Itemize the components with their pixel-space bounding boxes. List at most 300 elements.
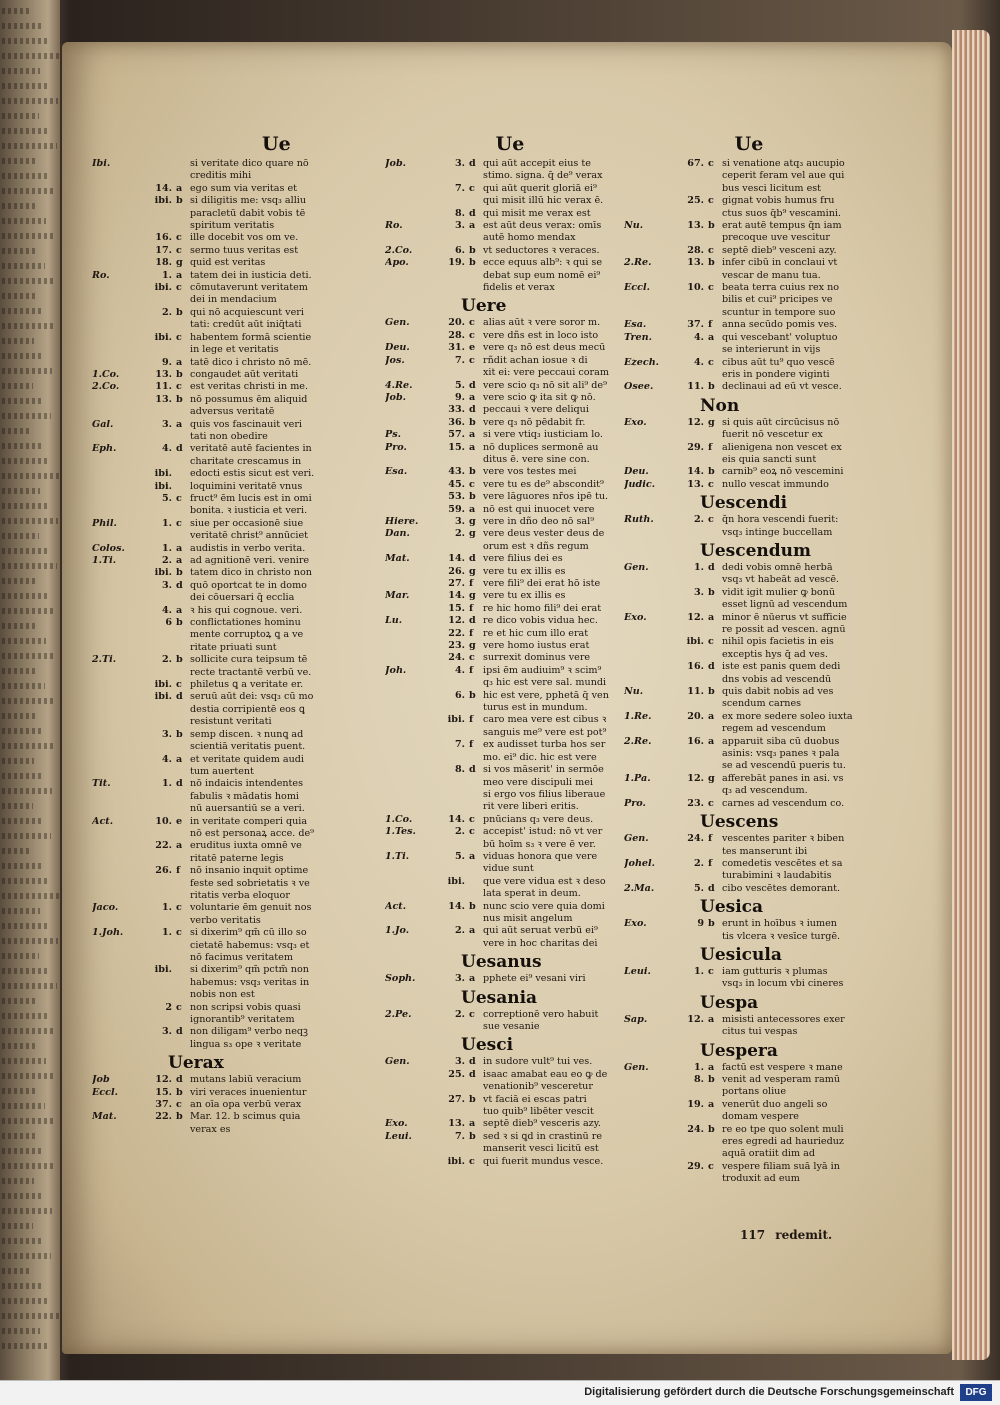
- entry-text: sermo tuus veritas est: [190, 244, 299, 256]
- entry-text: vere q₃ nō est deus mecū: [483, 342, 606, 354]
- entry-text: erat autē tempus q̄n iam: [722, 220, 842, 232]
- entry-letter: [176, 158, 190, 170]
- entry-text: verbo veritatis: [190, 914, 261, 926]
- section-heading: Uesica: [700, 897, 764, 918]
- entry-letter: [708, 599, 722, 611]
- entry-reference: [385, 789, 437, 801]
- facing-page-text-fragment: [2, 83, 49, 89]
- entry-text: nullo vescat immundo: [722, 478, 829, 490]
- entry-row: [624, 760, 874, 772]
- entry-row: [92, 617, 390, 629]
- entry-letter: [176, 505, 190, 517]
- facing-page-text-fragment: [2, 533, 39, 539]
- entry-row: [92, 952, 390, 964]
- facing-page-text-fragment: [2, 113, 39, 119]
- entry-text: si dixerim⁹ qm̄ pctm̄ non: [190, 964, 309, 976]
- entry-text: feste sed sobrietatis ꝛ ve: [190, 877, 310, 889]
- entry-letter: [469, 789, 483, 801]
- entry-chapter: [144, 952, 176, 964]
- entry-letter: [708, 1026, 722, 1038]
- entry-letter: a: [708, 1013, 715, 1025]
- entry-text: pphete ei⁹ vesani viri: [483, 973, 586, 985]
- entry-reference: [92, 592, 144, 604]
- entry-letter: c: [708, 478, 714, 490]
- entry-reference: [624, 1124, 676, 1136]
- entry-reference: [624, 245, 676, 257]
- facing-page-text-fragment: [2, 698, 54, 704]
- entry-text: quō oportcat te in domo: [190, 579, 307, 591]
- entry-letter: f: [469, 578, 474, 589]
- entry-row: [385, 257, 635, 269]
- entry-chapter: [437, 752, 469, 764]
- entry-chapter: [676, 170, 708, 182]
- entry-text: debat sup eum nomē ei⁹: [483, 269, 601, 281]
- entry-chapter: [144, 766, 176, 778]
- entry-text: manserit vesci licitū est: [483, 1143, 599, 1155]
- entry-chapter: [144, 319, 176, 331]
- entry-text: septē dieb⁹ vesceni azy.: [722, 244, 837, 256]
- entry-letter: d: [176, 1074, 183, 1086]
- facing-page-text-fragment: [2, 8, 32, 14]
- entry-text: nobis non est: [190, 989, 255, 1001]
- entry-reference: Nu.: [624, 686, 644, 698]
- entry-letter: [469, 777, 483, 789]
- entry-reference: [385, 677, 437, 689]
- entry-reference: [385, 170, 437, 182]
- entry-reference: [92, 170, 144, 182]
- entry-chapter: [437, 789, 469, 801]
- entry-chapter: [676, 183, 708, 195]
- entry-text: mo. ei⁹ dic. hic est vere: [483, 751, 597, 763]
- entry-chapter: 45.: [448, 478, 465, 490]
- entry-letter: a: [176, 555, 183, 566]
- entry-letter: d: [469, 1056, 476, 1068]
- entry-row: [92, 580, 390, 592]
- entry-reference: [385, 702, 437, 714]
- entry-letter: [469, 863, 483, 875]
- entry-letter: a: [469, 1118, 476, 1130]
- entry-row: [624, 1014, 874, 1026]
- entry-chapter: 4.: [161, 443, 172, 455]
- entry-chapter: 28.: [687, 244, 704, 256]
- entry-reference: Gen.: [624, 561, 649, 573]
- facing-page-text-fragment: [2, 458, 50, 464]
- entry-chapter: 17.: [155, 244, 172, 256]
- entry-text: qui nō acquiescunt veri: [190, 306, 304, 318]
- entry-reference: [624, 195, 676, 207]
- entry-text: vere tu es de⁹ abscondit⁹: [483, 478, 604, 490]
- entry-letter: b: [176, 368, 183, 380]
- entry-reference: Gal.: [92, 418, 114, 430]
- entry-row: [92, 853, 390, 865]
- entry-reference: [385, 1021, 437, 1033]
- facing-page-text-fragment: [2, 878, 50, 884]
- entry-row: [92, 704, 390, 716]
- entry-reference: Deu.: [624, 466, 649, 478]
- entry-row: [624, 723, 874, 735]
- entry-letter: [469, 752, 483, 764]
- entry-reference: [92, 840, 144, 852]
- entry-text: viduas honora que vere: [483, 850, 598, 862]
- entry-row: [385, 183, 635, 195]
- entry-letter: b: [708, 586, 715, 598]
- entry-chapter: 8.: [454, 207, 465, 219]
- entry-letter: [708, 1148, 722, 1160]
- entry-reference: 2.Pe.: [385, 1008, 412, 1020]
- entry-text: sanguis me⁹ vere est pot⁹: [483, 726, 607, 738]
- entry-text: an oīa opa verbū verax: [190, 1099, 302, 1111]
- entry-chapter: ibi.: [154, 567, 172, 579]
- entry-chapter: [437, 801, 469, 813]
- entry-chapter: [144, 1124, 176, 1136]
- entry-chapter: 19.: [687, 1098, 704, 1110]
- entry-chapter: [676, 294, 708, 306]
- entry-text: qui misit me verax est: [483, 207, 591, 219]
- facing-page-text-fragment: [2, 98, 58, 104]
- entry-letter: f: [708, 319, 713, 331]
- entry-chapter: [676, 1136, 708, 1148]
- entry-row: [624, 294, 874, 306]
- entry-text: asinis: vsq₃ panes ꝛ pala: [722, 748, 840, 760]
- entry-reference: [624, 344, 676, 356]
- column-2: [385, 132, 635, 1168]
- entry-row: [385, 553, 635, 565]
- facing-page-text-fragment: [2, 1133, 35, 1139]
- entry-chapter: [676, 270, 708, 282]
- entry-row: [385, 1156, 635, 1168]
- entry-letter: c: [176, 1099, 182, 1111]
- entry-reference: Act.: [92, 815, 114, 827]
- entry-text: nō insanio inquit optime: [190, 865, 309, 877]
- entry-row: [385, 752, 635, 764]
- entry-text: in sudore vult⁹ tui ves.: [483, 1056, 593, 1068]
- footer-bar: [0, 1380, 1000, 1405]
- entry-row: [624, 357, 874, 369]
- entry-text: charitate crescamus in: [190, 455, 302, 467]
- entry-reference: [624, 760, 676, 772]
- entry-letter: c: [469, 826, 475, 838]
- entry-row: [624, 282, 874, 294]
- entry-letter: d: [176, 778, 183, 790]
- entry-reference: [92, 679, 144, 691]
- entry-text: qui aūt querit gloriā ei⁹: [483, 182, 597, 194]
- entry-reference: [624, 1026, 676, 1038]
- entry-chapter: 5.: [693, 882, 704, 894]
- entry-chapter: 1.: [161, 269, 172, 281]
- entry-row: [624, 369, 874, 381]
- column-heading: Ue: [262, 133, 291, 155]
- facing-page-text-fragment: [2, 173, 47, 179]
- entry-chapter: 28.: [448, 329, 465, 341]
- entry-text: carnes ad vescendum co.: [722, 797, 845, 809]
- entry-text: caro mea vere est cibus ꝛ: [483, 714, 607, 726]
- entry-row: [385, 876, 635, 888]
- entry-text: bus vesci licitum est: [722, 182, 822, 194]
- entry-row: [92, 195, 390, 207]
- entry-text: vere tu ex illis es: [483, 565, 566, 577]
- entry-chapter: [676, 931, 708, 943]
- entry-row: [385, 342, 635, 354]
- section-heading: Uescendi: [700, 493, 788, 514]
- entry-row: [385, 245, 635, 257]
- section-heading: Uesania: [461, 987, 538, 1008]
- entry-reference: [385, 417, 437, 429]
- entry-reference: Esa.: [624, 319, 647, 331]
- entry-chapter: 37.: [687, 319, 704, 331]
- entry-row: [624, 978, 874, 990]
- entry-chapter: 12.: [687, 611, 704, 623]
- entry-letter: b: [176, 1111, 183, 1123]
- entry-text: orum est ꝛ dñs regum: [483, 540, 589, 552]
- entry-chapter: 2.: [454, 925, 465, 937]
- entry-reference: 2.Co.: [385, 244, 413, 256]
- entry-text: rñdit achan iosue ꝛ di: [483, 354, 588, 366]
- entry-text: erunt in hoībus ꝛ iumen: [722, 918, 837, 930]
- entry-reference: [385, 454, 437, 466]
- entry-text: vere homo iustus erat: [483, 640, 590, 652]
- entry-row: [624, 883, 874, 895]
- entry-row: [385, 925, 635, 937]
- entry-chapter: [144, 716, 176, 728]
- entry-reference: [92, 890, 144, 902]
- entry-letter: [469, 839, 483, 851]
- entry-reference: Johel.: [624, 857, 656, 869]
- entry-chapter: [676, 344, 708, 356]
- entry-text: destia corripientē eos ꝗ: [190, 703, 305, 715]
- entry-text: vescar de manu tua.: [722, 269, 821, 281]
- entry-row: [92, 481, 390, 493]
- entry-text: declinaui ad eū vt vesce.: [722, 381, 842, 393]
- entry-chapter: 7.: [454, 354, 465, 366]
- entry-text: scendum carnes: [722, 698, 802, 710]
- entry-reference: [624, 183, 676, 195]
- entry-chapter: 25.: [687, 195, 704, 207]
- entry-letter: c: [176, 679, 182, 691]
- entry-letter: [469, 367, 483, 379]
- entry-text: vidue sunt: [483, 863, 534, 875]
- entry-chapter: 26.: [448, 565, 465, 577]
- column-heading: Ue: [495, 133, 525, 155]
- entry-row: [92, 828, 390, 840]
- entry-text: peccaui ꝛ vere deliqui: [483, 404, 589, 416]
- entry-row: [92, 493, 390, 505]
- entry-reference: [92, 394, 144, 406]
- entry-row: [385, 1056, 635, 1068]
- entry-letter: [176, 803, 190, 815]
- facing-page-text-fragment: [2, 473, 59, 479]
- entry-reference: Gen.: [624, 1061, 649, 1073]
- facing-page-text-fragment: [2, 1103, 45, 1109]
- entry-chapter: [144, 791, 176, 803]
- entry-chapter: [676, 1026, 708, 1038]
- entry-reference: [92, 617, 144, 629]
- entry-letter: [708, 624, 722, 636]
- entry-chapter: [676, 723, 708, 735]
- entry-row: [624, 170, 874, 182]
- entry-chapter: 14.: [448, 900, 465, 912]
- entry-row: [385, 208, 635, 220]
- entry-letter: [708, 748, 722, 760]
- entry-text: quis vos fascinauit veri: [190, 418, 302, 430]
- entry-chapter: 23.: [448, 640, 465, 652]
- entry-text: precoque uve vescitur: [722, 232, 831, 244]
- entry-text: se interierunt in vijs: [722, 344, 821, 356]
- entry-row: [92, 691, 390, 703]
- entry-text: ego sum via veritas et: [190, 182, 297, 194]
- entry-row: [92, 1087, 390, 1099]
- entry-text: audistis in verbo verita.: [190, 542, 306, 554]
- entry-row: [624, 183, 874, 195]
- entry-letter: c: [469, 478, 475, 490]
- entry-row: [624, 1026, 874, 1038]
- entry-chapter: [144, 1014, 176, 1026]
- entry-text: tum auertent: [190, 765, 254, 777]
- entry-chapter: ibi.: [447, 714, 465, 726]
- entry-reference: [624, 1173, 676, 1185]
- entry-letter: [176, 716, 190, 728]
- entry-chapter: [437, 270, 469, 282]
- entry-row: [385, 516, 635, 528]
- entry-row: [624, 686, 874, 698]
- entry-text: habentem formā scientie: [190, 331, 312, 343]
- entry-reference: [92, 791, 144, 803]
- entry-letter: [176, 344, 190, 356]
- entry-chapter: 33.: [448, 404, 465, 416]
- entry-text: alias aūt ꝛ vere soror m.: [483, 317, 601, 329]
- entry-row: [624, 931, 874, 943]
- entry-letter: b: [708, 220, 715, 232]
- facing-page-text-fragment: [2, 998, 38, 1004]
- entry-row: [92, 394, 390, 406]
- entry-chapter: [676, 429, 708, 441]
- entry-letter: [176, 667, 190, 679]
- entry-letter: b: [708, 918, 715, 930]
- entry-chapter: 24.: [448, 652, 465, 664]
- entry-reference: [385, 404, 437, 416]
- entry-letter: [176, 915, 190, 927]
- entry-letter: [708, 1111, 722, 1123]
- facing-page-text-fragment: [2, 518, 58, 524]
- entry-row: [624, 785, 874, 797]
- entry-reference: [92, 716, 144, 728]
- entry-chapter: 2.: [693, 514, 704, 526]
- entry-text: ꝛ his qui cognoue. veri.: [190, 604, 303, 616]
- entry-chapter: 15.: [155, 1086, 172, 1098]
- entry-text: cōmutaverunt veritatem: [190, 282, 308, 294]
- page-block-edge: [952, 30, 990, 1360]
- facing-page-text-fragment: [2, 278, 54, 284]
- entry-reference: [92, 642, 144, 654]
- entry-chapter: 1.: [161, 902, 172, 914]
- section-heading: Uescendum: [700, 540, 811, 561]
- entry-reference: [624, 170, 676, 182]
- entry-letter: [708, 183, 722, 195]
- entry-chapter: 14.: [448, 813, 465, 825]
- facing-page-text-fragment: [2, 1088, 36, 1094]
- entry-text: cibus aūt tu⁹ quo vescē: [722, 356, 835, 368]
- entry-text: semp discen. ꝛ nunꝗ ad: [190, 728, 304, 740]
- entry-letter: b: [176, 728, 183, 740]
- entry-row: [624, 966, 874, 978]
- facing-page-text-fragment: [2, 1028, 56, 1034]
- entry-text: scuntur in tempore suo: [722, 306, 836, 318]
- entry-row: [624, 1161, 874, 1173]
- entry-letter: c: [469, 813, 475, 825]
- entry-row: [385, 380, 635, 392]
- entry-row: [385, 814, 635, 826]
- entry-reference: [624, 785, 676, 797]
- facing-page-text-fragment: [2, 353, 43, 359]
- entry-letter: c: [469, 317, 475, 329]
- entry-chapter: [437, 1021, 469, 1033]
- facing-page-text-fragment: [2, 758, 34, 764]
- entry-reference: Jaco.: [92, 902, 119, 914]
- entry-reference: [92, 729, 144, 741]
- entry-row: [92, 183, 390, 195]
- entry-reference: 1.Co.: [92, 368, 120, 380]
- entry-letter: [708, 785, 722, 797]
- entry-chapter: [437, 541, 469, 553]
- entry-reference: [92, 1099, 144, 1111]
- entry-letter: f: [469, 739, 474, 751]
- entry-letter: [708, 307, 722, 319]
- entry-chapter: 3.: [454, 515, 465, 527]
- entry-row: [624, 918, 874, 930]
- entry-text: si veritate dico quare nō: [190, 158, 309, 169]
- facing-page-text-fragment: [2, 728, 44, 734]
- entry-text: vere filius dei es: [483, 553, 563, 565]
- entry-row: [385, 454, 635, 466]
- entry-row: [92, 654, 390, 666]
- entry-letter: [708, 870, 722, 882]
- entry-text: si vere vtiq₃ iusticiam lo.: [483, 429, 603, 441]
- entry-row: [624, 514, 874, 526]
- entry-row: [92, 1111, 390, 1123]
- dfg-logo: DFG: [960, 1384, 992, 1401]
- entry-row: [385, 1106, 635, 1118]
- entry-letter: [176, 1014, 190, 1026]
- entry-text: nus misit angelum: [483, 912, 573, 924]
- entry-letter: c: [469, 1155, 475, 1167]
- facing-page-text-fragment: [2, 503, 49, 509]
- entry-chapter: 15.: [448, 441, 465, 453]
- entry-chapter: 24.: [687, 833, 704, 845]
- entry-chapter: [676, 232, 708, 244]
- entry-letter: [469, 938, 483, 950]
- entry-chapter: 15.: [448, 602, 465, 614]
- entry-letter: b: [469, 416, 476, 428]
- entry-row: [624, 1062, 874, 1074]
- entry-letter: [176, 741, 190, 753]
- entry-row: [385, 566, 635, 578]
- entry-row: [92, 567, 390, 579]
- entry-letter: c: [176, 331, 182, 343]
- entry-reference: [385, 578, 437, 590]
- entry-letter: d: [708, 882, 715, 894]
- entry-chapter: [437, 839, 469, 851]
- entry-text: troduxit ad eum: [722, 1173, 800, 1185]
- entry-row: [624, 661, 874, 673]
- facing-page-text-fragment: [2, 848, 32, 854]
- entry-reference: [92, 977, 144, 989]
- entry-reference: [624, 574, 676, 586]
- entry-reference: [624, 698, 676, 710]
- entry-letter: d: [469, 1068, 476, 1080]
- entry-letter: d: [469, 207, 476, 219]
- entry-reference: Deu.: [385, 342, 410, 354]
- entry-letter: a: [469, 220, 476, 232]
- entry-letter: c: [469, 652, 475, 664]
